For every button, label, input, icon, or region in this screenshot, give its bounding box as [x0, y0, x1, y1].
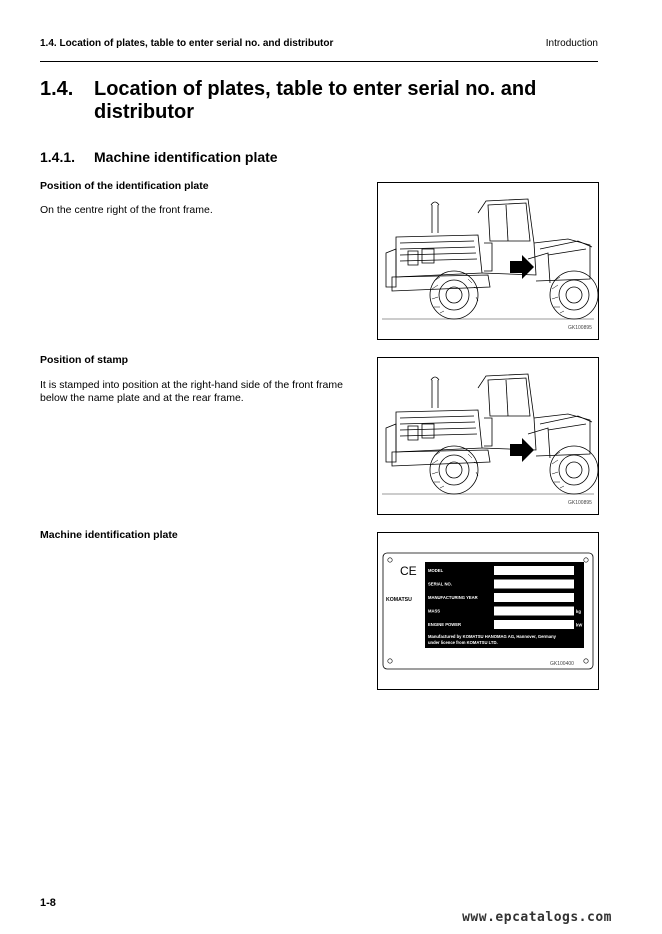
figure-code: GK100400	[550, 661, 574, 667]
figure-identification-plate	[377, 532, 599, 690]
watermark-url: www.epcatalogs.com	[462, 910, 612, 925]
plate-row-label: MODEL	[428, 568, 444, 573]
block-text-stamp-position: It is stamped into position at the right-hand side of the front frame below the name plate and at the rear frame.	[40, 379, 343, 404]
running-header-section: 1.4. Location of plates, table to enter serial no. and distributor	[40, 38, 334, 49]
plate-row-field	[494, 580, 574, 589]
wheel-loader-illustration	[378, 183, 598, 339]
figure-code: GK100895	[568, 500, 592, 506]
figure-code: GK100895	[568, 325, 592, 331]
brand-logo: KOMATSU	[386, 597, 412, 603]
section-number: 1.4.	[40, 78, 74, 100]
block-heading-id-plate: Machine identification plate	[40, 529, 178, 541]
running-header-chapter: Introduction	[545, 38, 598, 49]
subsection-title: Machine identification plate	[94, 149, 278, 165]
figure-loader-plate-position	[377, 182, 599, 340]
plate-row-field	[494, 620, 574, 629]
plate-row-field	[494, 607, 574, 616]
subsection-number: 1.4.1.	[40, 149, 76, 165]
plate-row-label: SERIAL NO.	[428, 581, 452, 587]
block-heading-stamp-position: Position of stamp	[40, 354, 129, 366]
identification-plate-illustration	[378, 533, 598, 689]
plate-row-field	[494, 593, 574, 602]
plate-row-label: MASS	[428, 608, 441, 614]
block-text-plate-position: On the centre right of the front frame.	[40, 204, 213, 216]
plate-row-label: MANUFACTURING YEAR	[428, 595, 478, 600]
location-arrow-icon	[510, 438, 534, 462]
wheel-loader-illustration	[378, 358, 598, 514]
plate-row-unit: kW	[576, 622, 583, 628]
plate-manufacturer-line: Manufactured by KOMATSU HANOMAG AG, Hannover, Germany	[428, 634, 556, 639]
plate-row-unit: kg	[576, 609, 581, 614]
plate-row-field	[494, 566, 574, 575]
section-title: Location of plates, table to enter serial no. and distributor	[94, 78, 537, 123]
page-number: 1-8	[40, 897, 56, 909]
plate-row-label: ENGINE POWER	[428, 622, 462, 627]
ce-mark: CE	[400, 564, 417, 578]
figure-loader-stamp-position	[377, 357, 599, 515]
block-heading-plate-position: Position of the identification plate	[40, 180, 209, 192]
header-divider	[40, 61, 598, 62]
plate-licence-line: under licence from KOMATSU LTD.	[428, 640, 498, 645]
